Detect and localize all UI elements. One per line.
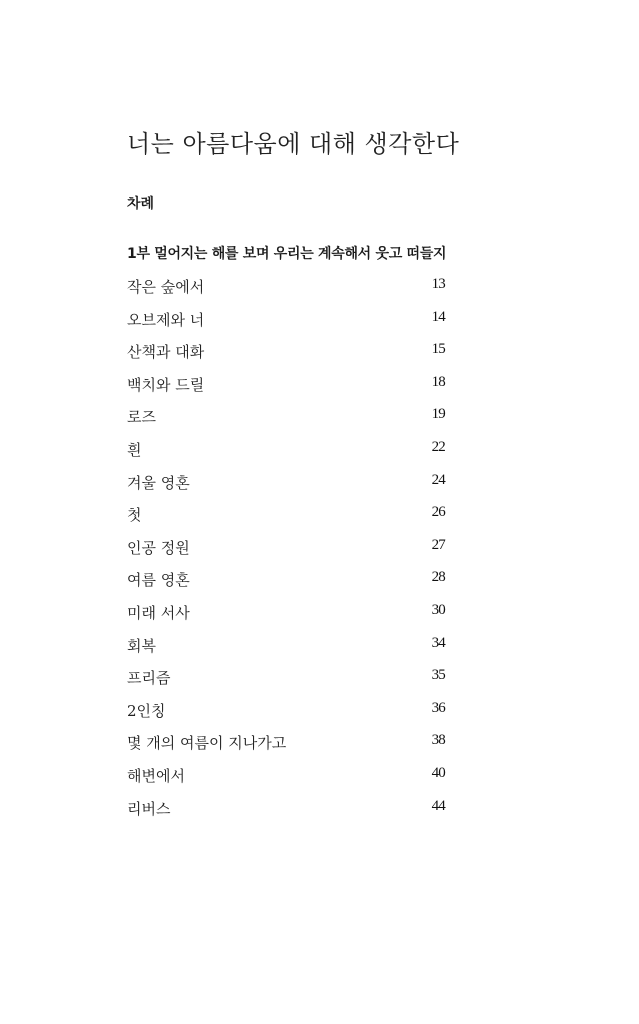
toc-entry [127,700,445,733]
entry-title: 몇 개의 여름이 지나가고 [127,734,287,753]
toc-entry [127,406,445,439]
entry-title: 작은 숲에서 [127,278,205,296]
book-title: 너는 아름다움에 대해 생각한다 [127,130,460,158]
toc-entry [127,732,445,765]
toc-entry [127,569,445,602]
toc-entry [127,341,445,374]
entry-page: 22 [431,438,445,455]
entry-title: 회복 [127,636,156,655]
entry-title: 여름 영혼 [127,571,190,590]
entry-page: 19 [431,406,445,423]
toc-entry [127,309,445,342]
toc-entry [127,602,445,635]
entry-page: 36 [431,699,445,716]
entry-page: 38 [431,732,445,749]
entry-title: 첫 [127,506,142,525]
toc-entry [127,374,445,407]
part-heading: 1부 멀어지는 해를 보며 우리는 계속해서 웃고 떠들지 [127,246,447,262]
entry-page: 18 [431,373,445,390]
toc-heading: 차례 [127,196,155,212]
toc-entry [127,504,445,537]
toc-entry [127,472,445,505]
entry-page: 30 [431,601,445,618]
entry-title: 리버스 [127,799,171,818]
entry-page: 14 [431,308,445,325]
toc-entry [127,798,445,831]
toc-entry [127,537,445,570]
entry-page: 40 [431,764,445,781]
toc-entry [127,667,445,700]
entry-title: 로즈 [127,408,156,427]
toc-entry [127,635,445,668]
entry-title: 흰 [127,440,142,459]
entry-title: 인공 정원 [127,538,190,557]
entry-title: 미래 서사 [127,603,190,622]
entry-title: 오브제와 너 [127,310,205,329]
toc-entry [127,765,445,798]
entry-page: 15 [431,341,445,358]
entry-title: 프리즘 [127,669,171,688]
entry-page: 28 [431,569,445,586]
toc-entry [127,439,445,472]
entry-page: 27 [431,536,445,553]
toc-entry [127,276,445,309]
entry-page: 34 [431,634,445,651]
entry-title: 겨울 영혼 [127,473,190,492]
entry-title: 산책과 대화 [127,343,205,362]
toc-list [127,276,445,830]
entry-title: 2인칭 [127,701,166,720]
entry-page: 44 [431,797,445,814]
entry-title: 해변에서 [127,766,185,785]
entry-title: 백치와 드릴 [127,375,205,394]
entry-page: 26 [431,504,445,521]
entry-page: 35 [431,667,445,684]
entry-page: 13 [431,276,445,292]
entry-page: 24 [431,471,445,488]
